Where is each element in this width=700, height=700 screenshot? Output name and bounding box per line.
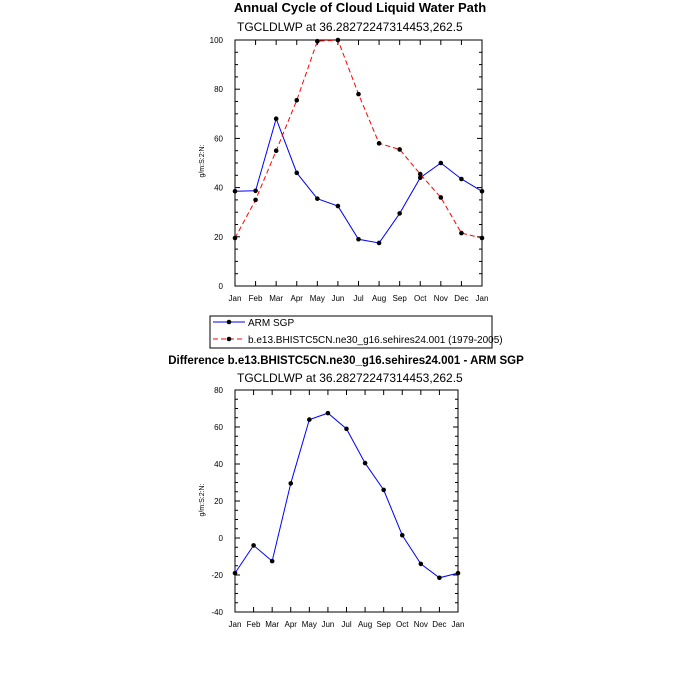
- data-point: [363, 461, 368, 466]
- top-chart-series: [233, 38, 485, 246]
- data-point: [439, 195, 444, 200]
- data-point: [459, 177, 464, 182]
- y-tick-label: 40: [214, 183, 223, 193]
- legend-marker-model: [227, 337, 232, 342]
- x-tick-label: Aug: [357, 620, 373, 629]
- x-tick-label: Dec: [454, 294, 469, 303]
- x-tick-label: May: [309, 294, 325, 303]
- data-point: [336, 38, 341, 43]
- x-tick-label: May: [301, 620, 317, 629]
- data-point: [253, 198, 258, 203]
- data-point: [336, 204, 341, 209]
- legend-marker-arm-sgp: [227, 320, 232, 325]
- legend: [210, 316, 503, 348]
- data-point: [419, 562, 424, 567]
- data-point: [307, 417, 312, 422]
- x-tick-label: Sep: [376, 620, 391, 629]
- y-tick-label: 0: [218, 534, 223, 543]
- data-point: [480, 189, 485, 194]
- x-tick-label: Jan: [475, 294, 489, 303]
- data-point: [315, 196, 320, 201]
- data-point: [274, 148, 279, 153]
- x-tick-label: Oct: [414, 294, 427, 303]
- bottom-chart-plot-frame: [235, 390, 458, 612]
- x-tick-label: Jun: [321, 620, 335, 629]
- legend-label-model: b.e13.BHISTC5CN.ne30_g16.sehires24.001 (1979-2005): [248, 335, 503, 346]
- data-point: [437, 575, 442, 580]
- data-point: [270, 559, 275, 564]
- y-tick-label: -40: [211, 608, 223, 617]
- y-tick-label: 60: [214, 134, 223, 144]
- top-chart-subtitle: TGCLDLWP at 36.28272247314453,262.5: [237, 20, 463, 34]
- data-point: [356, 237, 361, 242]
- y-tick-label: 80: [214, 386, 223, 395]
- data-point: [356, 92, 361, 97]
- bottom-chart-ticks: [211, 386, 464, 629]
- y-tick-label: 20: [214, 232, 223, 242]
- data-point: [377, 141, 382, 146]
- data-point: [233, 236, 238, 241]
- data-point: [326, 411, 331, 416]
- x-tick-label: Sep: [392, 294, 407, 303]
- data-point: [400, 533, 405, 538]
- x-tick-label: Apr: [290, 294, 303, 303]
- data-point: [274, 116, 279, 121]
- data-point: [233, 571, 238, 576]
- data-point: [456, 571, 461, 576]
- bottom-chart-ylabel: g/m:S:2:N:: [199, 483, 206, 517]
- y-tick-label: 0: [218, 282, 223, 291]
- data-point: [397, 211, 402, 216]
- y-tick-label: 100: [209, 36, 223, 45]
- data-point: [233, 189, 238, 194]
- x-tick-label: Jan: [451, 620, 465, 629]
- data-point: [381, 488, 386, 493]
- data-point: [459, 231, 464, 236]
- top-chart-ticks: [210, 36, 489, 303]
- x-tick-label: Apr: [284, 620, 297, 629]
- data-point: [315, 39, 320, 44]
- data-point: [439, 161, 444, 166]
- x-tick-label: Jul: [341, 620, 352, 629]
- x-tick-label: Feb: [248, 294, 263, 303]
- bottom-chart: [168, 355, 524, 629]
- data-point: [294, 98, 299, 103]
- x-tick-label: Jan: [228, 620, 242, 629]
- data-point: [253, 188, 258, 193]
- data-point: [418, 172, 423, 177]
- x-tick-label: Jan: [228, 294, 242, 303]
- top-chart: [199, 0, 488, 303]
- y-tick-label: 80: [214, 85, 223, 95]
- x-tick-label: Jun: [331, 294, 345, 303]
- x-tick-label: Mar: [269, 294, 284, 303]
- x-tick-label: Oct: [396, 620, 409, 629]
- series-line-1: [235, 40, 482, 238]
- y-tick-label: 40: [214, 460, 223, 469]
- x-tick-label: Nov: [433, 294, 448, 303]
- x-tick-label: Mar: [265, 620, 280, 629]
- x-tick-label: Nov: [413, 620, 428, 629]
- bottom-chart-series: [233, 411, 461, 580]
- x-tick-label: Feb: [246, 620, 261, 629]
- x-tick-label: Aug: [371, 294, 387, 303]
- data-point: [294, 171, 299, 176]
- series-line-0: [235, 119, 482, 243]
- x-tick-label: Dec: [432, 620, 447, 629]
- x-tick-label: Jul: [353, 294, 364, 303]
- top-chart-title: Annual Cycle of Cloud Liquid Water Path: [233, 0, 487, 15]
- data-point: [288, 481, 293, 486]
- data-point: [480, 236, 485, 241]
- y-tick-label: -20: [211, 571, 223, 580]
- y-tick-label: 60: [214, 423, 223, 432]
- data-point: [397, 147, 402, 152]
- data-point: [251, 543, 256, 548]
- y-tick-label: 20: [214, 497, 223, 506]
- data-point: [344, 427, 349, 432]
- top-chart-ylabel: g/m:S:2:N:: [199, 144, 206, 178]
- legend-label-arm-sgp: ARM SGP: [248, 318, 295, 329]
- series-line-0: [235, 413, 458, 578]
- bottom-chart-subtitle: TGCLDLWP at 36.28272247314453,262.5: [237, 371, 463, 385]
- data-point: [377, 241, 382, 246]
- bottom-chart-title: Difference b.e13.BHISTC5CN.ne30_g16.sehires24.001 - ARM SGP: [168, 355, 524, 367]
- top-chart-plot-frame: [235, 40, 482, 286]
